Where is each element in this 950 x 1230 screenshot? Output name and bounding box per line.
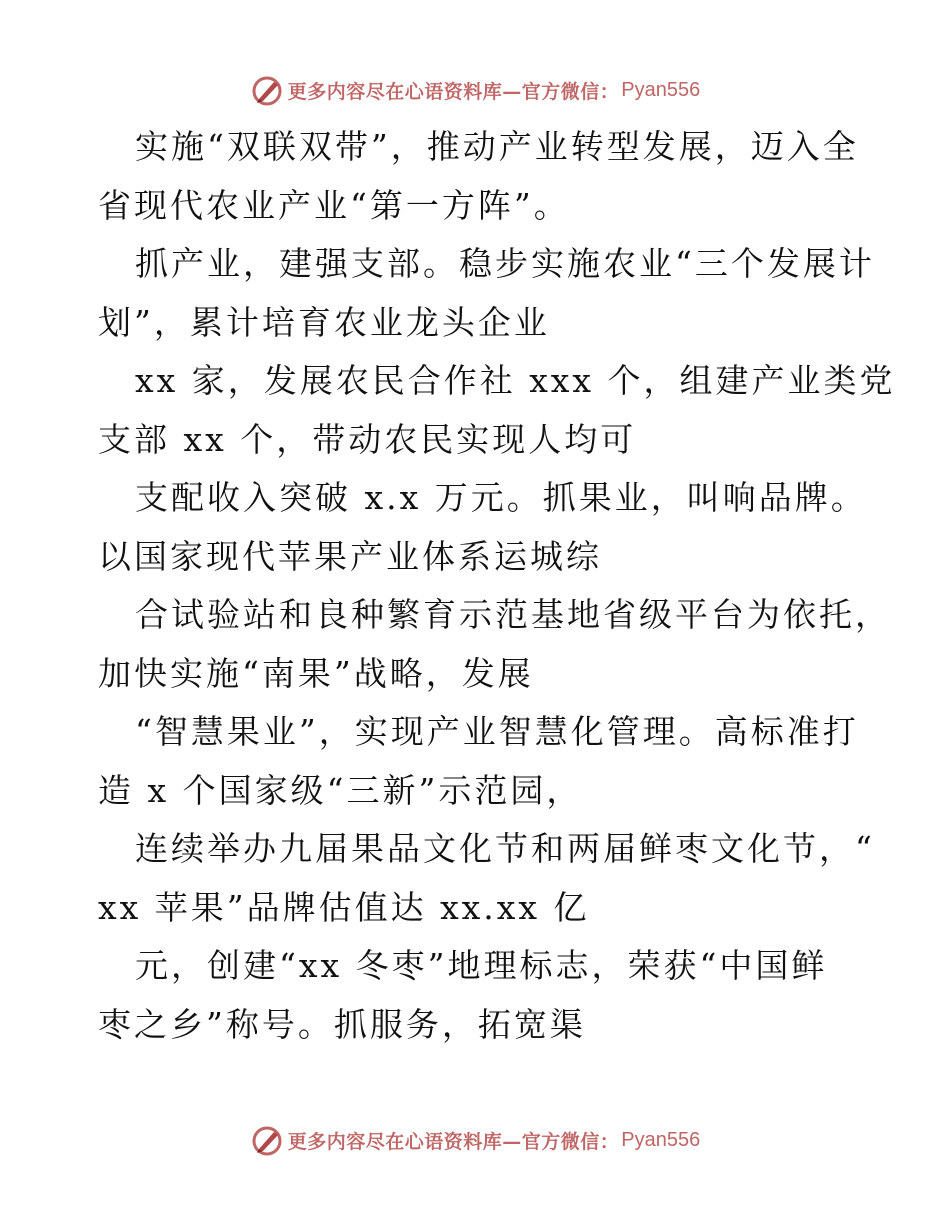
body-line: 实施“双联双带”，推动产业转型发展，迈入全 — [135, 127, 859, 166]
footer-watermark — [0, 1120, 950, 1160]
watermark-id: Pyan556 — [621, 1128, 701, 1151]
body-line: 抓产业，建强支部。稳步实施农业“三个发展计 — [135, 244, 875, 283]
body-line: 枣之乡”称号。抓服务，拓宽渠 — [98, 1004, 586, 1044]
watermark-text: 更多内容尽在心语资料库—官方微信： — [287, 1130, 620, 1153]
body-line: 支部 xx 个，带动农民实现人均可 — [98, 419, 637, 459]
body-line: 合试验站和良种繁育示范基地省级平台为依托， — [135, 595, 891, 634]
body-line: 以国家现代苹果产业体系运城综 — [98, 536, 602, 576]
header-watermark — [0, 70, 950, 110]
body-line: 支配收入突破 x.x 万元。抓果业，叫响品牌。 — [135, 478, 867, 517]
pen-logo-icon — [250, 1123, 284, 1157]
body-line: 连续举办九届果品文化节和两届鲜枣文化节，“ — [135, 829, 875, 868]
body-line: 划”，累计培育农业龙头企业 — [98, 302, 550, 342]
watermark-text: 更多内容尽在心语资料库—官方微信： — [287, 80, 620, 103]
body-line: 元，创建“xx 冬枣”地理标志，荣获“中国鲜 — [135, 946, 828, 985]
body-line: 造 x 个国家级“三新”示范园， — [98, 770, 583, 810]
body-line: 加快实施“南果”战略，发展 — [98, 653, 534, 693]
body-line: “智慧果业”，实现产业智慧化管理。高标准打 — [135, 712, 859, 751]
document-body — [98, 118, 896, 1054]
body-line: 省现代农业产业“第一方阵”。 — [98, 185, 570, 225]
watermark-id: Pyan556 — [621, 78, 701, 101]
body-line: xx 苹果”品牌估值达 xx.xx 亿 — [98, 887, 590, 927]
pen-logo-icon — [250, 73, 284, 107]
body-line: xx 家，发展农民合作社 xxx 个，组建产业类党 — [135, 361, 896, 400]
